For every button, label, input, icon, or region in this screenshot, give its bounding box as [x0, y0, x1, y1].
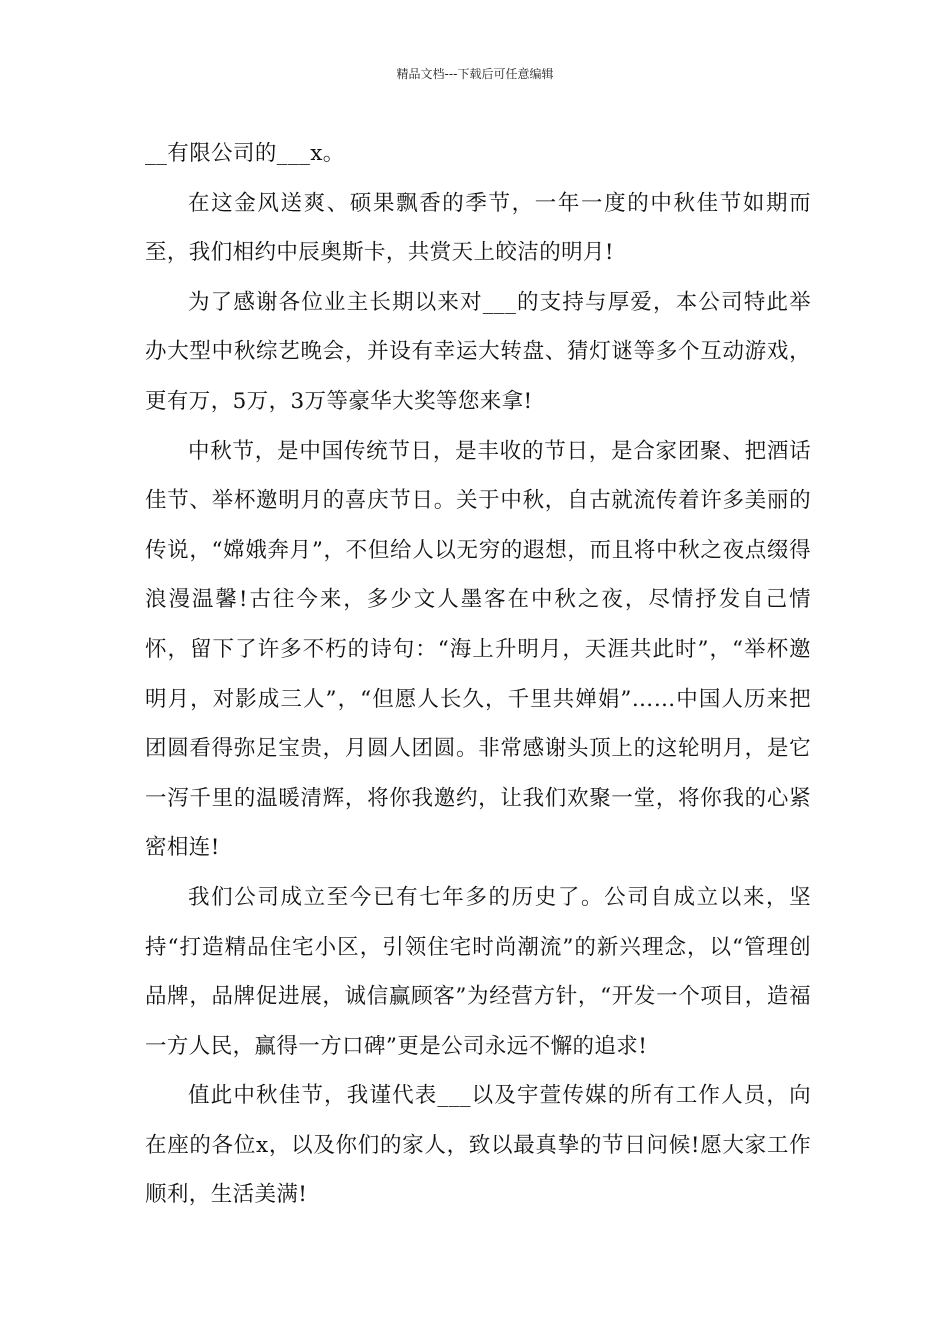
document-body: [145, 129, 811, 1220]
paragraph-continuation: __有限公司的___x。: [145, 141, 345, 166]
paragraph-company: 我们公司成立至今已有七年多的历史了。公司自成立以来，坚持“打造精品住宅小区，引领住宅时尚潮流”的新兴理念，以“管理创品牌，品牌促进展，诚信赢顾客”为经营方针，“开发一个项目，造福一方人民，赢得一方口碑”更是公司永远不懈的追求!: [145, 884, 811, 1059]
paragraph-greetings: 值此中秋佳节，我谨代表___以及宇萱传媒的所有工作人员，向在座的各位x，以及你们的家人，致以最真挚的节日问候!愿大家工作顺利，生活美满!: [145, 1083, 811, 1208]
page-header: 精品文档---下载后可任意编辑: [396, 67, 554, 81]
paragraph-opening: 在这金风送爽、硕果飘香的季节，一年一度的中秋佳节如期而至，我们相约中辰奥斯卡，共赏天上皎洁的明月!: [145, 190, 811, 266]
paragraph-thanks: 为了感谢各位业主长期以来对___的支持与厚爱，本公司特此举办大型中秋综艺晚会，并设有幸运大转盘、猜灯谜等多个互动游戏，更有万，5万，3万等豪华大奖等您来拿!: [145, 289, 811, 414]
paragraph-mid-autumn: 中秋节，是中国传统节日，是丰收的节日，是合家团聚、把酒话佳节、举杯邀明月的喜庆节日。关于中秋，自古就流传着许多美丽的传说，“嫦娥奔月”，不但给人以无穷的遐想，而且将中秋之夜点缀得浪漫温馨!古往今来，多少文人墨客在中秋之夜，尽情抒发自己情怀，留下了许多不朽的诗句：“海上升明月，天涯共此时”，“举杯邀明月，对影成三人”，“但愿人长久，千里共婵娟”……中国人历来把团圆看得弥足宝贵，月圆人团圆。非常感谢头顶上的这轮明月，是它一泻千里的温暖清辉，将你我邀约，让我们欢聚一堂，将你我的心紧密相连!: [145, 438, 811, 861]
